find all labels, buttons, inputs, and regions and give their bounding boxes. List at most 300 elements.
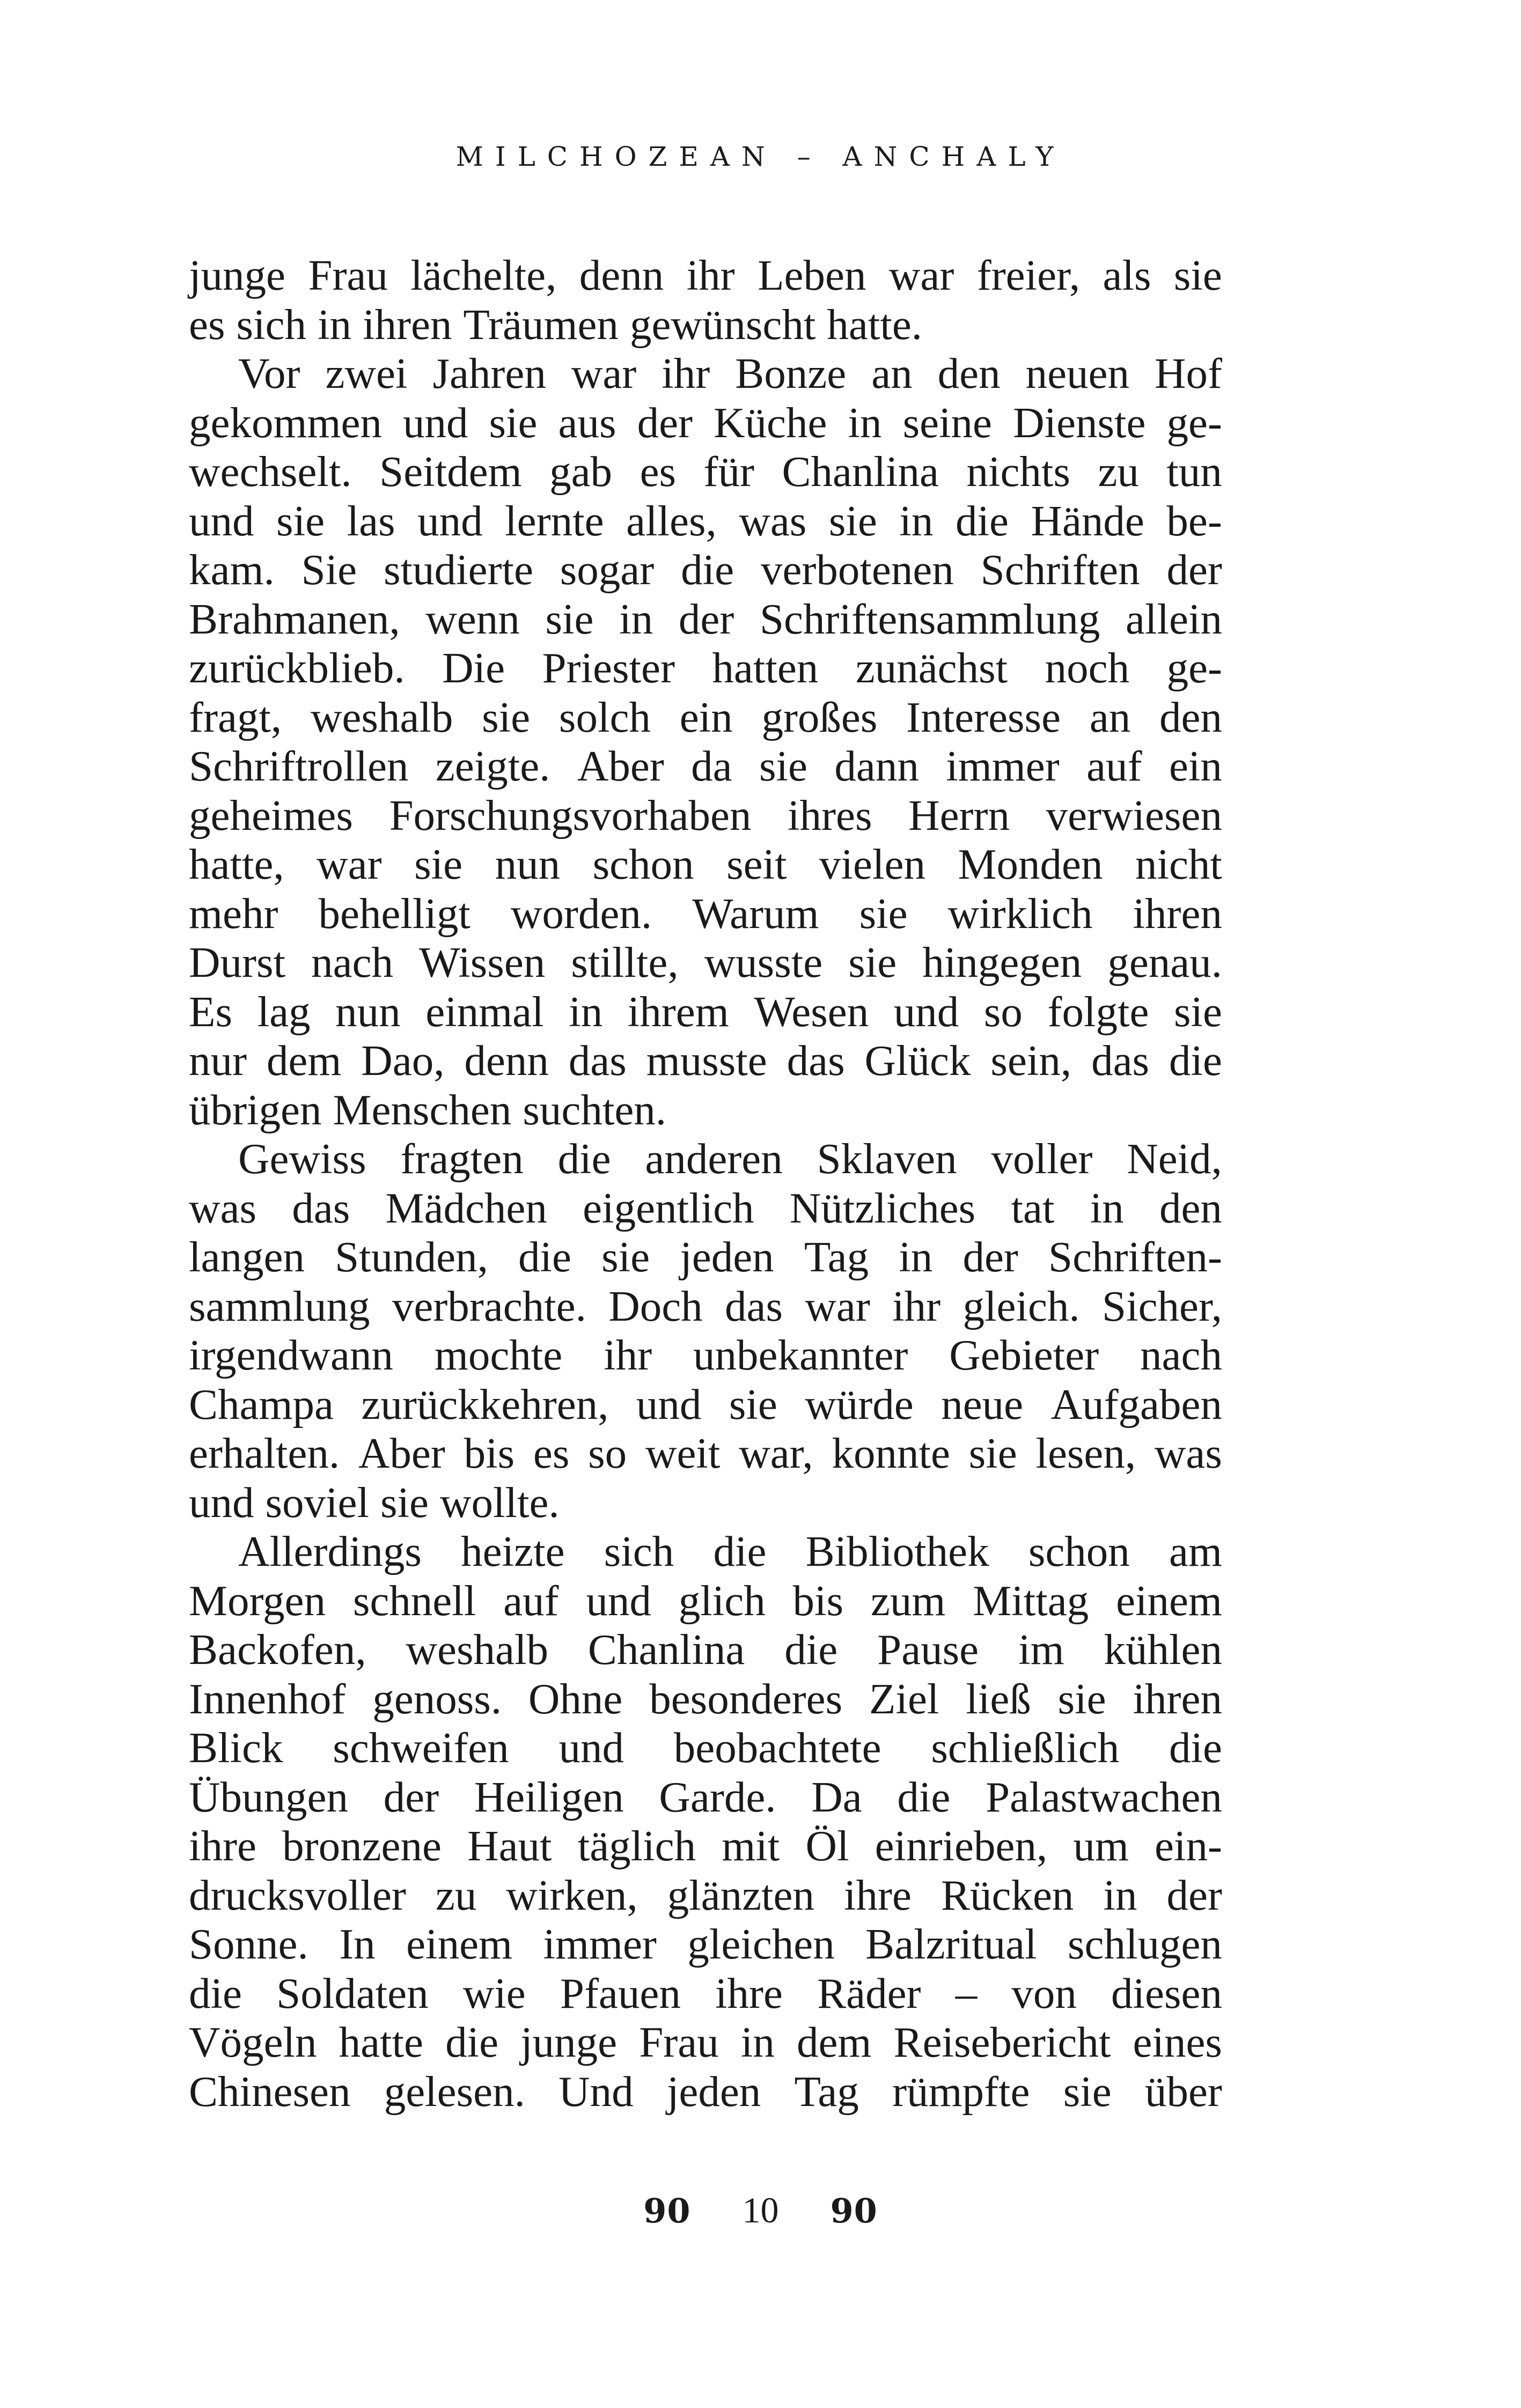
word: Chinesen [189,2067,351,2116]
word: mehr [189,889,278,938]
word: war [317,840,382,888]
word: rümpfte [892,2067,1030,2116]
word: sie [545,594,594,643]
word: das [1091,1036,1150,1085]
word: kam. [189,546,275,594]
word: folgte [1047,987,1149,1036]
word: wie [462,1969,526,2017]
word: junge [189,251,285,299]
word: hatten [712,644,819,692]
word: junge [520,2018,618,2066]
word: Tag [804,1233,869,1281]
word: in [569,987,603,1036]
word: ihres [788,791,872,840]
folio-ornament-left: 90 [643,2191,691,2230]
word: seine [902,398,993,447]
text-line [189,2067,1222,2117]
word: unbekannter [693,1331,908,1379]
word: Palastwachen [986,1772,1222,1821]
text-line [189,1969,1222,2019]
word: zwei [325,349,408,397]
word: auf [503,1576,559,1625]
word: die [1169,1036,1222,1085]
word: es [533,1429,570,1477]
word: die [713,1527,767,1575]
word: das [292,1183,350,1232]
word: Mädchen [385,1183,547,1232]
word: Hände [1031,496,1144,545]
word: sie [759,742,807,790]
word: zu [1098,447,1139,496]
word: die [897,1772,951,1821]
word: zurückkehren, [361,1380,609,1428]
word: Vor [238,349,300,397]
word: genau. [1107,938,1222,986]
word: Neid, [1127,1135,1222,1183]
word: die [784,1625,838,1674]
word: Schriftensammlung [759,594,1100,643]
word: Es [189,987,232,1036]
word: lächelte, [410,251,557,299]
word: besonderes [649,1674,843,1723]
text-line [189,1478,1222,1528]
text-line [189,447,1222,497]
word: Herrn [908,791,1010,840]
word: drucksvoller [189,1871,406,1919]
word: sie [828,496,877,545]
word: fragten [400,1135,524,1183]
word: Aber [577,742,664,790]
text-line [189,693,1222,742]
text-line [189,742,1222,791]
word: ihrem [627,987,729,1036]
word: von [1011,1969,1077,2017]
word: hatte [339,2018,423,2066]
word: und [402,398,468,447]
word: Bonze [735,349,847,397]
word: war [805,1282,870,1330]
word: in [899,496,934,545]
word: zeigte. [435,742,550,790]
word: behelligt [318,889,471,938]
word: Heiligen [474,1772,624,1821]
word: fragt, [189,693,282,741]
word: solch [559,693,651,741]
word: wechselt. [189,447,352,496]
text-line [189,1036,1222,1086]
word: was [1154,1429,1222,1477]
text-line [189,1282,1222,1331]
word: be- [1166,496,1222,545]
word: Frau [639,2018,719,2066]
text-line [189,791,1222,841]
word: lernte [505,496,604,545]
word: die [681,546,734,594]
word: war [888,251,954,299]
word: ihr [892,1282,941,1330]
word: Gebieter [949,1331,1099,1379]
text-line [189,1625,1222,1675]
word: sich [604,1527,674,1575]
text-line [189,840,1222,889]
word: schnell [352,1576,476,1625]
word: und [189,496,254,545]
folio-ornament-right: 90 [830,2191,878,2230]
word: ge- [1166,644,1222,692]
text-line [189,1675,1222,1724]
word: zurückblieb. [189,644,405,692]
word: das [787,1036,845,1085]
word: genoss. [372,1674,502,1723]
word: Balzritual [865,1920,1037,1968]
text-line [189,1724,1222,1773]
word: seit [726,840,787,888]
word: zunächst [855,644,1008,692]
text-line [189,546,1222,595]
word: Schriften- [1048,1233,1222,1281]
word: Hof [1155,349,1222,397]
word: in [740,2018,775,2066]
word: einmal [425,987,544,1036]
word: und [636,1380,702,1428]
text-line [189,251,1222,300]
page-folio [0,2189,1521,2233]
word: schlugen [1067,1920,1222,1968]
word: ge- [1166,398,1222,447]
word: gewünscht [629,300,816,349]
text-line [189,644,1222,693]
word: Glück [864,1036,971,1085]
word: Öl [805,1822,849,1870]
word: Jahren [432,349,546,397]
word: neue [941,1380,1024,1428]
word: Allerdings [238,1527,422,1575]
word: Morgen [189,1576,326,1625]
word: den [937,349,1001,397]
word: das [568,1036,627,1085]
word: glänzten [667,1871,814,1919]
word: die [557,1135,611,1183]
word: sein, [990,1036,1072,1085]
word: jeden [680,1233,774,1281]
word: Träumen [463,300,619,349]
word: nach [311,938,393,986]
word: einrieben, [875,1822,1048,1870]
word: war, [739,1429,813,1477]
word: einem [406,1920,513,1968]
word: Warum [692,889,819,938]
word: Interesse [906,693,1061,741]
word: würde [805,1380,914,1428]
text-line [189,1822,1222,1871]
word: Sklaven [817,1135,957,1183]
word: nur [189,1036,247,1085]
word: war [571,349,637,397]
word: und [586,1576,651,1625]
word: stillte, [571,938,679,986]
word: Stunden, [335,1233,488,1281]
text-line [189,1773,1222,1822]
word: die [518,1233,571,1281]
word: der [962,1233,1018,1281]
word: anderen [645,1135,783,1183]
word: ein- [1155,1822,1222,1870]
word: Priester [542,644,675,692]
word: Forschungsvorhaben [389,791,752,840]
word: den [1159,1183,1222,1232]
word: sie [1057,1674,1106,1723]
word: wirken, [506,1871,638,1919]
word: sie [1173,251,1222,299]
word: der [1166,546,1222,594]
word: Mittag [973,1576,1089,1625]
running-head: MILCHOZEAN – ANCHALY [455,141,1066,172]
word: Monden [958,840,1103,888]
word: – [955,1969,978,2017]
word: geheimes [189,791,353,840]
word: bronzene [282,1822,442,1870]
word: Brahmanen, [189,594,400,643]
word: neuen [1025,349,1129,397]
word: was [739,496,807,545]
text-line [189,1233,1222,1282]
word: gekommen [189,398,382,447]
word: Vögeln [189,2018,317,2066]
word: Bibliothek [805,1527,989,1575]
word: weshalb [406,1625,548,1674]
word: Da [811,1772,862,1821]
word: nichts [966,447,1070,496]
word: hatte. [827,300,923,349]
word: ihren [1133,889,1222,938]
word: ihren [362,300,452,349]
word: Seitdem [379,447,522,496]
word: sie [489,398,538,447]
word: In [339,1920,376,1968]
word: Übungen [189,1772,348,1821]
word: Garde. [659,1772,776,1821]
word: ihr [686,251,735,299]
word: und [559,1724,624,1772]
word: in [619,594,653,643]
word: der [637,398,693,447]
word: die [445,2018,499,2066]
word: lesen, [1035,1429,1136,1477]
word: Ohne [528,1674,623,1723]
word: suchten. [523,1085,667,1134]
word: Aufgaben [1050,1380,1222,1428]
word: Champa [189,1380,334,1428]
word: Doch [608,1282,703,1330]
word: Soldaten [276,1969,429,2017]
word: Reisebericht [893,2018,1111,2066]
word: ihre [189,1822,256,1870]
word: worden. [510,889,652,938]
word: die [189,1969,242,2017]
word: so [588,1429,627,1477]
word: Räder [817,1969,921,2017]
word: und [189,1478,254,1527]
word: ein [1169,742,1222,790]
word: tat [1011,1183,1055,1232]
word: täglich [577,1822,696,1870]
text-line [189,1086,1222,1135]
word: aus [558,398,616,447]
word: an [1089,693,1131,741]
word: die [955,496,1009,545]
word: wollte. [439,1478,560,1527]
word: Backofen, [189,1625,366,1674]
word: Durst [189,938,285,986]
word: ihren [1133,1674,1222,1723]
word: las [347,496,395,545]
word: übrigen [189,1085,322,1134]
word: sie [729,1380,777,1428]
word: sie [1063,2067,1112,2116]
page-number: 10 [742,2190,779,2230]
text-line [189,1184,1222,1233]
text-line [189,1577,1222,1626]
text-line [189,497,1222,546]
word: in [1103,1871,1137,1919]
word: den [1159,693,1222,741]
word: dann [834,742,919,790]
word: großes [761,693,878,741]
word: bis [464,1429,515,1477]
word: immer [543,1920,657,1968]
word: Dao, [361,1036,445,1085]
word: für [703,447,754,496]
word: über [1144,2067,1222,2116]
word: in [317,300,351,349]
word: Blick [189,1724,283,1772]
word: sie [601,1233,650,1281]
word: sie [414,840,463,888]
word: Schriften [980,546,1140,594]
text-line [189,1429,1222,1478]
word: Aber [358,1429,445,1477]
word: bis [792,1576,844,1625]
word: weshalb [310,693,453,741]
word: sie [859,889,908,938]
word: verwiesen [1046,791,1222,840]
word: nun [335,987,401,1036]
word: studierte [383,546,533,594]
text-line [189,2018,1222,2067]
word: vielen [819,840,925,888]
word: Pfauen [560,1969,681,2017]
word: soviel [265,1478,369,1527]
word: dem [266,1036,342,1085]
word: sammlung [189,1282,370,1330]
word: Pause [877,1625,979,1674]
word: Sie [301,546,357,594]
word: Frau [308,251,388,299]
word: lag [257,987,311,1036]
word: ihr [662,349,710,397]
word: Schriftrollen [189,742,409,790]
word: glich [678,1576,766,1625]
word: gelesen. [384,2067,525,2116]
word: sie [848,938,897,986]
word: schweifen [333,1724,509,1772]
word: nun [495,840,561,888]
word: sie [482,693,531,741]
word: musste [646,1036,767,1085]
word: allein [1126,594,1222,643]
word: Dienste [1013,398,1146,447]
word: Wissen [419,938,546,986]
word: schon [592,840,694,888]
word: sogar [560,546,655,594]
word: verbotenen [760,546,954,594]
word: sie [276,496,325,545]
word: Gewiss [238,1135,366,1183]
word: am [1169,1527,1222,1575]
word: in [899,1233,933,1281]
word: ließ [966,1674,1031,1723]
word: mit [722,1822,780,1870]
word: gleich. [962,1282,1080,1330]
text-line [189,595,1222,644]
word: um [1073,1822,1129,1870]
word: alles, [626,496,717,545]
word: sie [380,1478,429,1527]
word: jeden [666,2067,761,2116]
word: in [848,398,882,447]
word: beobachtete [673,1724,881,1772]
word: der [678,594,734,643]
word: es [640,447,677,496]
word: langen [189,1233,305,1281]
word: denn [579,251,664,299]
word: ihre [715,1969,783,2017]
word: wirklich [947,889,1093,938]
word: sich [236,300,306,349]
word: das [725,1282,783,1330]
text-line [189,889,1222,939]
word: Wesen [754,987,869,1036]
word: ihre [844,1871,912,1919]
word: weit [645,1429,721,1477]
word: Nützliches [789,1183,976,1232]
word: ein [679,693,733,741]
word: zum [870,1576,946,1625]
word: voller [991,1135,1093,1183]
word: freier, [976,251,1081,299]
word: noch [1045,644,1130,692]
word: Menschen [333,1085,512,1134]
word: gab [549,447,613,496]
word: einem [1116,1576,1222,1625]
word: wusste [704,938,823,986]
word: Tag [794,2067,859,2116]
word: hatte, [189,840,284,888]
word: nach [1140,1331,1222,1379]
word: kühlen [1104,1625,1222,1674]
word: denn [464,1036,549,1085]
word: in [1090,1183,1124,1232]
word: verbrachte. [392,1282,586,1330]
word: Leben [758,251,866,299]
text-line [189,988,1222,1037]
word: Sicher, [1102,1282,1222,1330]
word: Chanlina [587,1625,745,1674]
word: ihr [604,1331,652,1379]
word: Sonne. [189,1920,308,1968]
text-line [189,349,1222,399]
word: der [1166,1871,1222,1919]
